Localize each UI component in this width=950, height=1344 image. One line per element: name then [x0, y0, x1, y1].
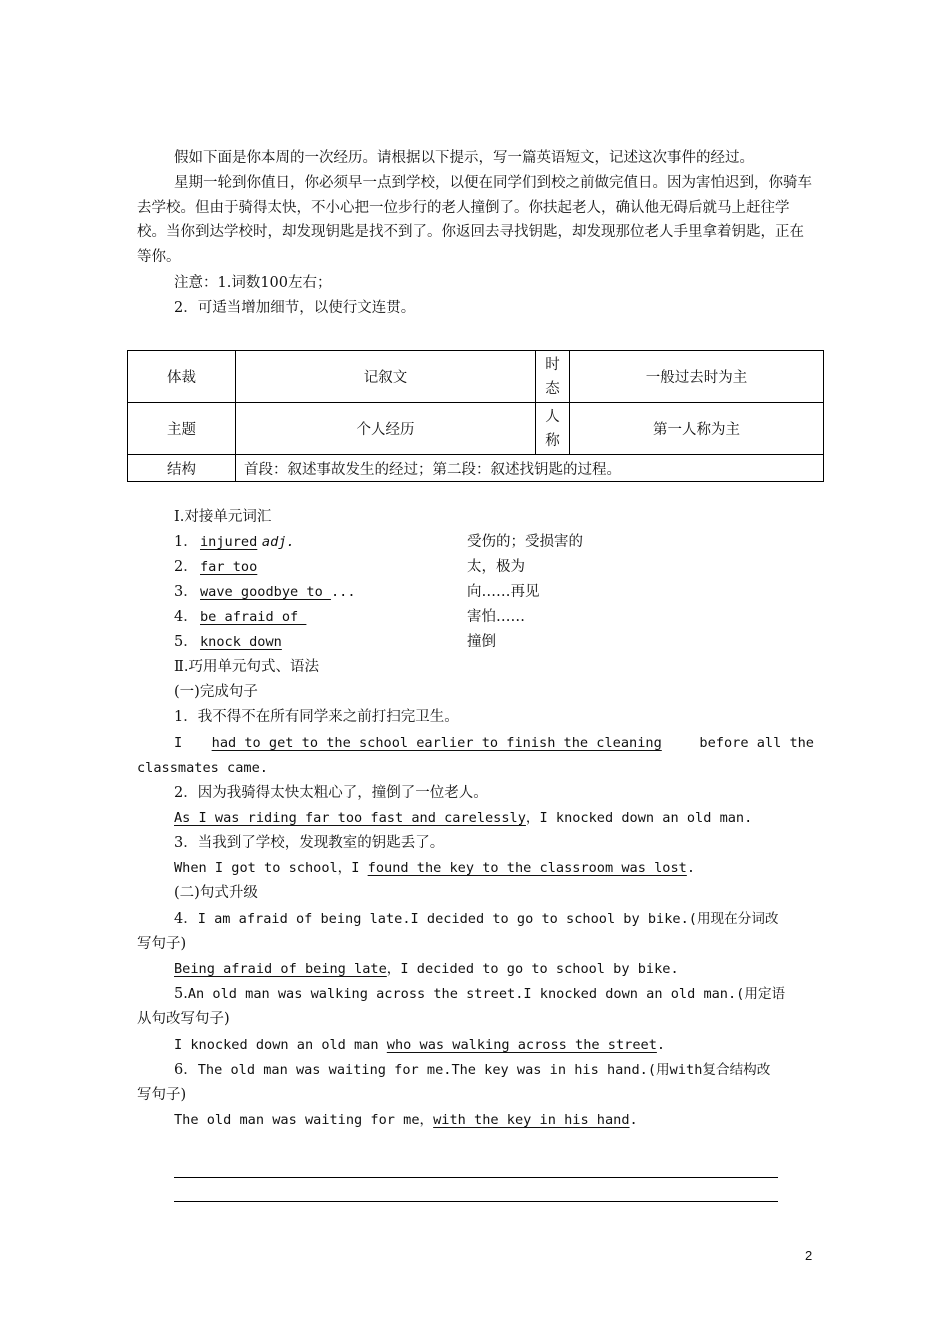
prompt-intro: 假如下面是你本周的一次经历。请根据以下提示，写一篇英语短文，记述这次事件的经过。: [174, 150, 754, 166]
question-4-prompt-cont: 写句子): [137, 936, 187, 952]
question-6-prompt-cont: 写句子): [137, 1087, 187, 1103]
question-4-answer: Being afraid of being late，I decided to go to school by bike.: [174, 961, 679, 977]
prompt-note-2: 2．可适当增加细节，以使行文连贯。: [174, 300, 416, 316]
prompt-note-1: 注意：1.词数100左右；: [174, 275, 332, 291]
question-2-answer: As I was riding far too fast and carelessly，I knocked down an old man.: [174, 810, 753, 826]
genre-value: 记叙文: [236, 351, 536, 403]
tense-label: 时 态: [536, 351, 570, 403]
vocab-item-2: 2． far too: [174, 559, 258, 575]
table-row: [128, 455, 824, 482]
subsection-sentence-upgrade: (二)句式升级: [174, 885, 258, 901]
person-label: 人 称: [536, 403, 570, 455]
question-5-prompt-cont: 从句改写句子): [137, 1011, 230, 1027]
theme-label: 主题: [128, 403, 236, 455]
answer-rule-2: [174, 1201, 778, 1202]
vocab-meaning-3: 向……再见: [467, 584, 540, 600]
question-1-answer-cont: classmates came.: [137, 760, 268, 776]
question-5-prompt: 5.An old man was walking across the street.I knocked down an old man.(用定语: [174, 986, 786, 1002]
vocab-meaning-5: 撞倒: [467, 634, 496, 650]
question-3-prompt: 3．当我到了学校，发现教室的钥匙丢了。: [174, 835, 445, 851]
page-number: 2: [805, 1248, 813, 1263]
section-2-title: Ⅱ.巧用单元句式、语法: [174, 659, 319, 675]
vocab-item-5: 5． knock down: [174, 634, 282, 650]
question-1-prompt: 1．我不得不在所有同学来之前打扫完卫生。: [174, 709, 459, 725]
prompt-scenario: 星期一轮到你值日，你必须早一点到学校，以便在同学们到校之前做完值日。因为害怕迟到，你骑车去学校。但由于骑得太快，不小心把一位步行的老人撞倒了。你扶起老人，确认他无碍后就马上赶往学校。当你到达学校时，却发现钥匙是找不到了。你返回去寻找钥匙，却发现那位老人手里拿着钥匙，正在等你。: [137, 175, 812, 265]
question-5-answer: I knocked down an old man who was walking across the street.: [174, 1037, 666, 1053]
question-1-answer: I had to get to the school earlier to finish the cleaning before all the: [174, 735, 814, 751]
structure-label: 结构: [128, 455, 236, 482]
question-2-prompt: 2．因为我骑得太快太粗心了，撞倒了一位老人。: [174, 785, 488, 801]
question-4-prompt: 4．I am afraid of being late.I decided to go to school by bike.(用现在分词改: [174, 911, 779, 927]
tense-value: 一般过去时为主: [570, 351, 824, 403]
genre-label: 体裁: [128, 351, 236, 403]
vocab-meaning-1: 受伤的；受损害的: [467, 534, 583, 550]
answer-rule-1: [174, 1177, 778, 1178]
subsection-complete-sentences: (一)完成句子: [174, 684, 258, 700]
question-6-prompt: 6．The old man was waiting for me.The key was in his hand.(用with复合结构改: [174, 1062, 771, 1078]
question-6-answer: The old man was waiting for me，with the key in his hand.: [174, 1112, 638, 1128]
vocab-meaning-2: 太，极为: [467, 559, 525, 575]
structure-value: 首段：叙述事故发生的经过；第二段：叙述找钥匙的过程。: [236, 455, 824, 482]
vocab-item-3: 3． wave goodbye to ...: [174, 584, 356, 600]
question-3-answer: When I got to school，I found the key to the classroom was lost.: [174, 860, 696, 876]
vocab-item-4: 4． be afraid of: [174, 609, 307, 625]
writing-analysis-table: [127, 350, 824, 482]
section-1-title: Ⅰ.对接单元词汇: [174, 509, 272, 525]
theme-value: 个人经历: [236, 403, 536, 455]
table-row: [128, 403, 824, 455]
vocab-meaning-4: 害怕……: [467, 609, 525, 625]
table-row: [128, 351, 824, 403]
person-value: 第一人称为主: [570, 403, 824, 455]
vocab-item-1: 1． injured adj.: [174, 534, 295, 550]
